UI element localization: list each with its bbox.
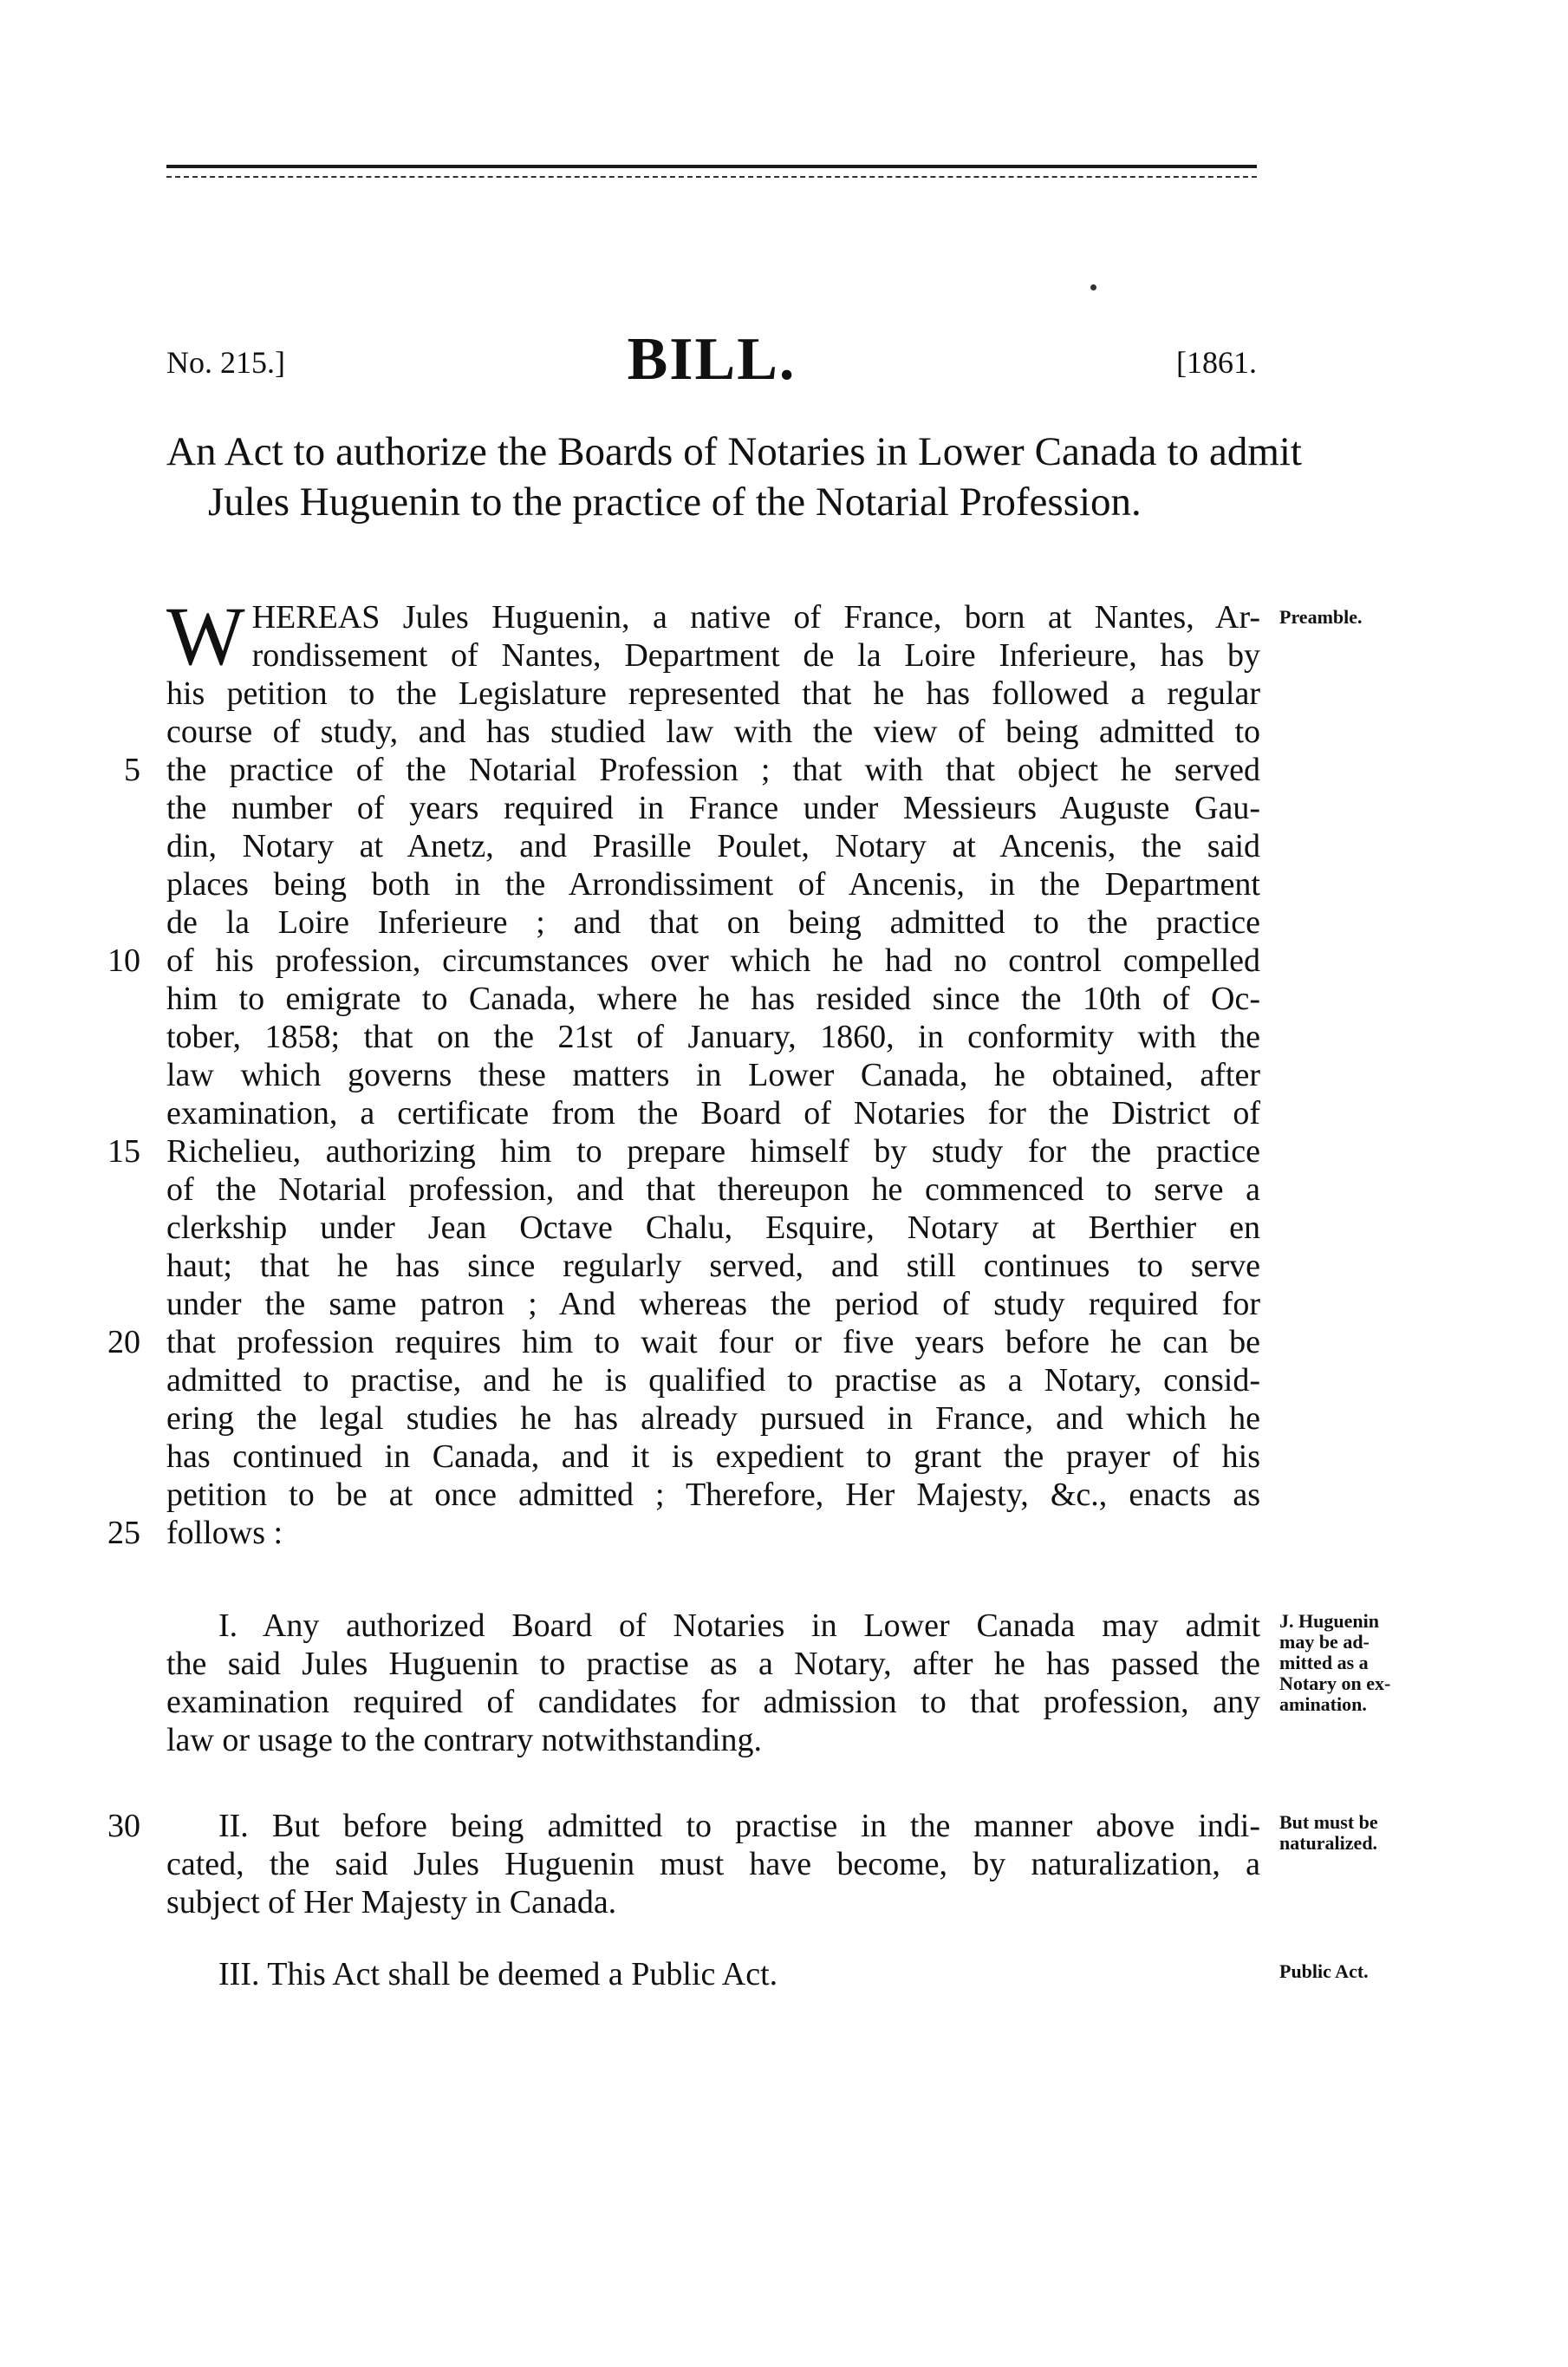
preamble-line: has continued in Canada, and it is expedient to grant the prayer of his bbox=[166, 1438, 1260, 1475]
bill-header bbox=[166, 325, 1257, 394]
line-number: 25 bbox=[107, 1515, 140, 1551]
margin-note-section-2: But must be naturalized. bbox=[1279, 1811, 1378, 1854]
preamble bbox=[166, 590, 1260, 1552]
section-2 bbox=[166, 1807, 1260, 1921]
bill-number: No. 215.] bbox=[166, 345, 285, 380]
margin-note-preamble: Preamble. bbox=[1279, 606, 1363, 628]
line-number: 30 bbox=[107, 1808, 140, 1844]
preamble-line: his petition to the Legislature represented that he has followed a regular bbox=[166, 675, 1260, 712]
section-1-line: I. Any authorized Board of Notaries in Lower Canada may admit bbox=[218, 1607, 1260, 1644]
preamble-line: places being both in the Arrondissiment of Ancenis, in the Department bbox=[166, 866, 1260, 903]
preamble-line: under the same patron ; And whereas the period of study required for bbox=[166, 1286, 1260, 1322]
preamble-line: Richelieu, authorizing him to prepare himself by study for the practice bbox=[166, 1133, 1260, 1170]
line-number: 20 bbox=[107, 1324, 140, 1360]
bill-year: [1861. bbox=[1176, 345, 1257, 380]
preamble-line: de la Loire Inferieure ; and that on being admitted to the practice bbox=[166, 904, 1260, 941]
margin-note-section-3: Public Act. bbox=[1279, 1960, 1369, 1982]
preamble-line: the practice of the Notarial Profession ; that with that object he served bbox=[166, 752, 1260, 788]
drop-cap: W bbox=[166, 590, 245, 682]
preamble-line: course of study, and has studied law with the view of being admitted to bbox=[166, 714, 1260, 750]
preamble-line: petition to be at once admitted ; Therefore, Her Majesty, &c., enacts as bbox=[166, 1477, 1260, 1513]
preamble-line: him to emigrate to Canada, where he has resided since the 10th of Oc- bbox=[166, 981, 1260, 1017]
section-1 bbox=[166, 1607, 1260, 1759]
preamble-line: that profession requires him to wait four or five years before he can be bbox=[166, 1324, 1260, 1360]
preamble-line: ering the legal studies he has already pursued in France, and which he bbox=[166, 1400, 1260, 1437]
act-title: An Act to authorize the Boards of Notaries in Lower Canada to admit Jules Huguenin to the practice of the Notarial Profession. bbox=[166, 429, 1302, 525]
preamble-line: haut; that he has since regularly served, and still continues to serve bbox=[166, 1248, 1260, 1284]
preamble-line: of his profession, circumstances over which he had no control compelled bbox=[166, 942, 1260, 979]
preamble-line: admitted to practise, and he is qualified to practise as a Notary, consid- bbox=[166, 1362, 1260, 1399]
preamble-line: law which governs these matters in Lower Canada, he obtained, after bbox=[166, 1057, 1260, 1093]
margin-note-section-1: J. Huguenin may be ad- mitted as a Notary on ex- amination. bbox=[1279, 1610, 1391, 1715]
line-number: 5 bbox=[124, 752, 140, 788]
preamble-line: clerkship under Jean Octave Chalu, Esquire, Notary at Berthier en bbox=[166, 1210, 1260, 1246]
bill-title: BILL. bbox=[627, 326, 797, 393]
section-3 bbox=[166, 1955, 1260, 1993]
section-2-line: subject of Her Majesty in Canada. bbox=[166, 1884, 617, 1920]
line-number: 15 bbox=[107, 1133, 140, 1170]
top-rule bbox=[166, 165, 1257, 168]
line-number: 10 bbox=[107, 942, 140, 979]
preamble-line: WHEREAS Jules Huguenin, a native of France, born at Nantes, Ar- bbox=[166, 590, 1260, 682]
preamble-line: the number of years required in France under Messieurs Auguste Gau- bbox=[166, 790, 1260, 826]
section-1-line: law or usage to the contrary notwithstanding. bbox=[166, 1722, 763, 1758]
preamble-line: din, Notary at Anetz, and Prasille Poulet, Notary at Ancenis, the said bbox=[166, 828, 1260, 864]
preamble-line: examination, a certificate from the Board of Notaries for the District of bbox=[166, 1095, 1260, 1131]
section-2-line: II. But before being admitted to practise in the manner above indi- bbox=[218, 1808, 1260, 1844]
preamble-line: follows : bbox=[166, 1515, 283, 1551]
section-1-line: examination required of candidates for admission to that profession, any bbox=[166, 1684, 1260, 1720]
top-rule-secondary bbox=[166, 176, 1257, 178]
ink-speck bbox=[1090, 284, 1096, 290]
preamble-line: tober, 1858; that on the 21st of January, 1860, in conformity with the bbox=[166, 1019, 1260, 1055]
preamble-line: of the Notarial profession, and that thereupon he commenced to serve a bbox=[166, 1171, 1260, 1208]
section-3-line: III. This Act shall be deemed a Public Act. bbox=[218, 1956, 778, 1992]
section-2-line: cated, the said Jules Huguenin must have become, by naturalization, a bbox=[166, 1846, 1260, 1882]
preamble-line: rondissement of Nantes, Department de la Loire Inferieure, has by bbox=[251, 637, 1260, 674]
section-1-line: the said Jules Huguenin to practise as a Notary, after he has passed the bbox=[166, 1646, 1260, 1682]
